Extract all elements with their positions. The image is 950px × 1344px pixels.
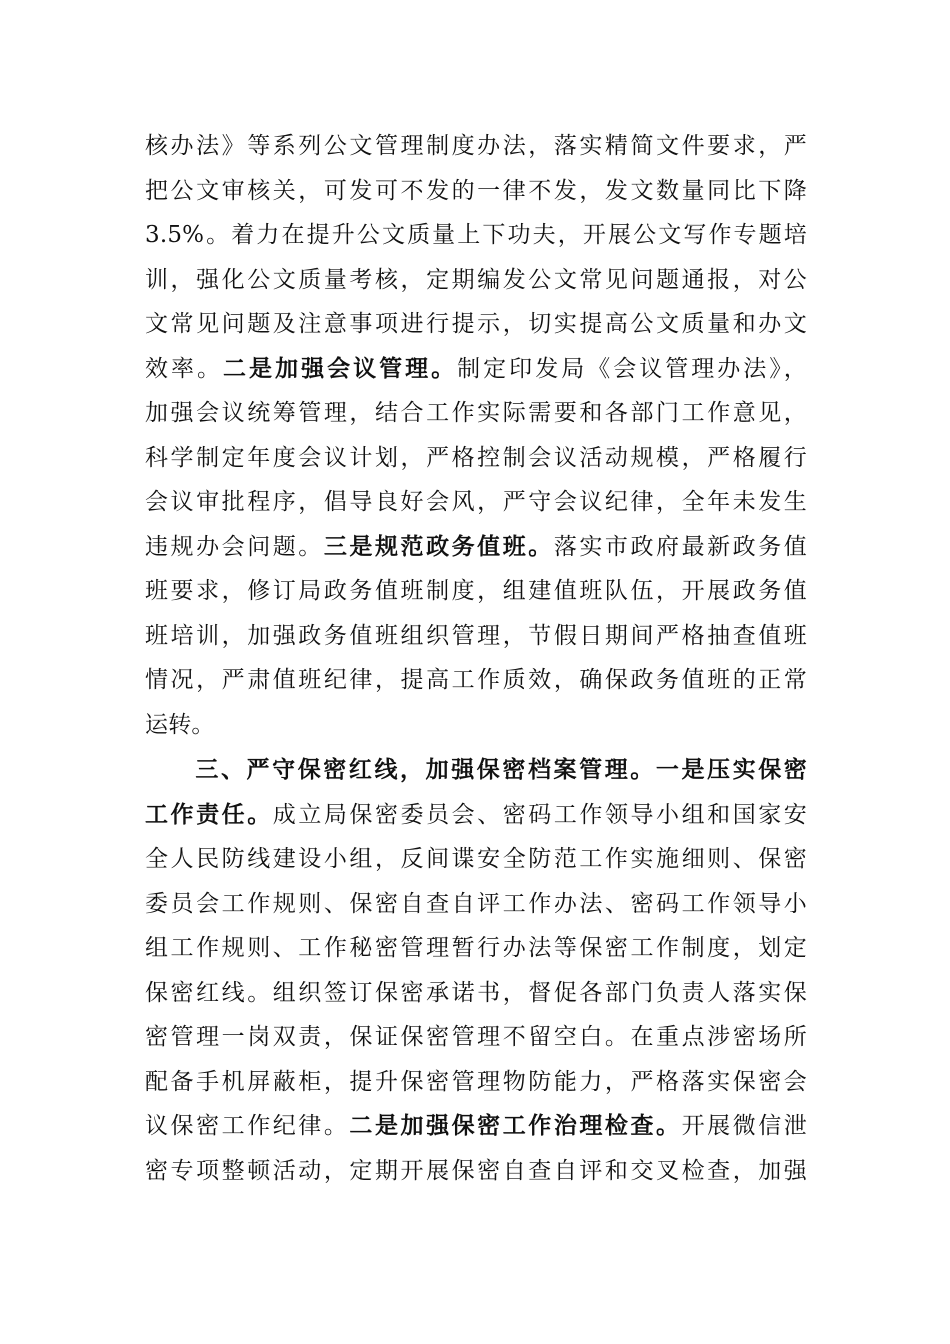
bold-text-run: 工作责任。 — [145, 800, 273, 828]
text-run: 核办法》等系列公文管理制度办法，落实精简文件要求，严 — [145, 133, 807, 159]
text-run: 议保密工作纪律。 — [145, 1113, 350, 1139]
text-line — [145, 837, 807, 882]
text-run: 全人民防线建设小组，反间谍安全防范工作实施细则、保密 — [145, 846, 807, 872]
text-line — [145, 1060, 807, 1105]
text-run: 文常见问题及注意事项进行提示，切实提高公文质量和办文 — [145, 311, 807, 337]
text-line — [145, 882, 807, 927]
text-line — [145, 1015, 807, 1060]
text-run: 情况，严肃值班纪律，提高工作质效，确保政务值班的正常 — [145, 667, 807, 693]
text-line — [145, 658, 807, 703]
text-line — [145, 703, 807, 748]
text-run: 把公文审核关，可发可不发的一律不发，发文数量同比下降 — [145, 177, 807, 204]
text-run: 加强会议统筹管理，结合工作实际需要和各部门工作意见， — [145, 400, 807, 426]
text-run: 3.5%。着力在提升公文质量上下功夫，开展公文写作专题培 — [145, 222, 807, 248]
bold-text-run: 二是加强会议管理。 — [223, 354, 458, 382]
text-line — [145, 258, 807, 303]
text-line — [145, 926, 807, 971]
bold-text-run: 三是规范政务值班。 — [323, 532, 554, 560]
text-line — [145, 124, 807, 169]
text-line — [145, 391, 807, 436]
text-line — [145, 436, 807, 481]
text-run: 委员会工作规则、保密自查自评工作办法、密码工作领导小 — [145, 890, 807, 917]
text-run: 组工作规则、工作秘密管理暂行办法等保密工作制度，划定 — [145, 935, 807, 961]
text-line — [145, 614, 807, 659]
bold-text-run: 三、严守保密红线，加强保密档案管理。一是压实保密 — [193, 756, 807, 783]
text-run: 违规办会问题。 — [145, 533, 324, 560]
text-run: 密管理一岗双责，保证保密管理不留空白。在重点涉密场所 — [145, 1024, 807, 1050]
bold-text-run: 二是加强保密工作治理检查。 — [349, 1112, 682, 1139]
text-line — [145, 1149, 807, 1194]
text-line — [145, 480, 807, 525]
text-run: 班要求，修订局政务值班制度，组建值班队伍，开展政务值 — [145, 578, 807, 604]
text-line — [145, 347, 807, 392]
text-run: 会议审批程序，倡导良好会风，严守会议纪律，全年未发生 — [145, 489, 807, 515]
text-run: 训，强化公文质量考核，定期编发公文常见问题通报，对公 — [145, 266, 807, 293]
text-run: 效率。 — [145, 355, 224, 382]
text-line — [145, 213, 807, 258]
text-run: 班培训，加强政务值班组织管理，节假日期间严格抽查值班 — [145, 622, 807, 649]
text-line — [145, 525, 807, 570]
text-line — [145, 793, 807, 838]
text-line — [145, 302, 807, 347]
text-line — [145, 169, 807, 214]
text-run: 运转。 — [145, 711, 215, 738]
text-run: 保密红线。组织签订保密承诺书，督促各部门负责人落实保 — [145, 979, 807, 1006]
text-run: 科学制定年度会议计划，严格控制会议活动规模，严格履行 — [145, 444, 807, 471]
text-run: 成立局保密委员会、密码工作领导小组和国家安 — [272, 801, 808, 828]
text-line — [145, 569, 807, 614]
text-line — [145, 1104, 807, 1149]
text-run: 落实市政府最新政务值 — [553, 533, 807, 560]
text-line — [145, 971, 807, 1016]
text-run: 密专项整顿活动，定期开展保密自查自评和交叉检查，加强 — [145, 1157, 807, 1184]
text-run: 开展微信泄 — [681, 1113, 807, 1139]
body-text — [145, 124, 807, 1193]
text-run: 制定印发局《会议管理办法》， — [457, 355, 807, 382]
text-line — [145, 748, 807, 793]
text-run: 配备手机屏蔽柜，提升保密管理物防能力，严格落实保密会 — [145, 1068, 807, 1095]
